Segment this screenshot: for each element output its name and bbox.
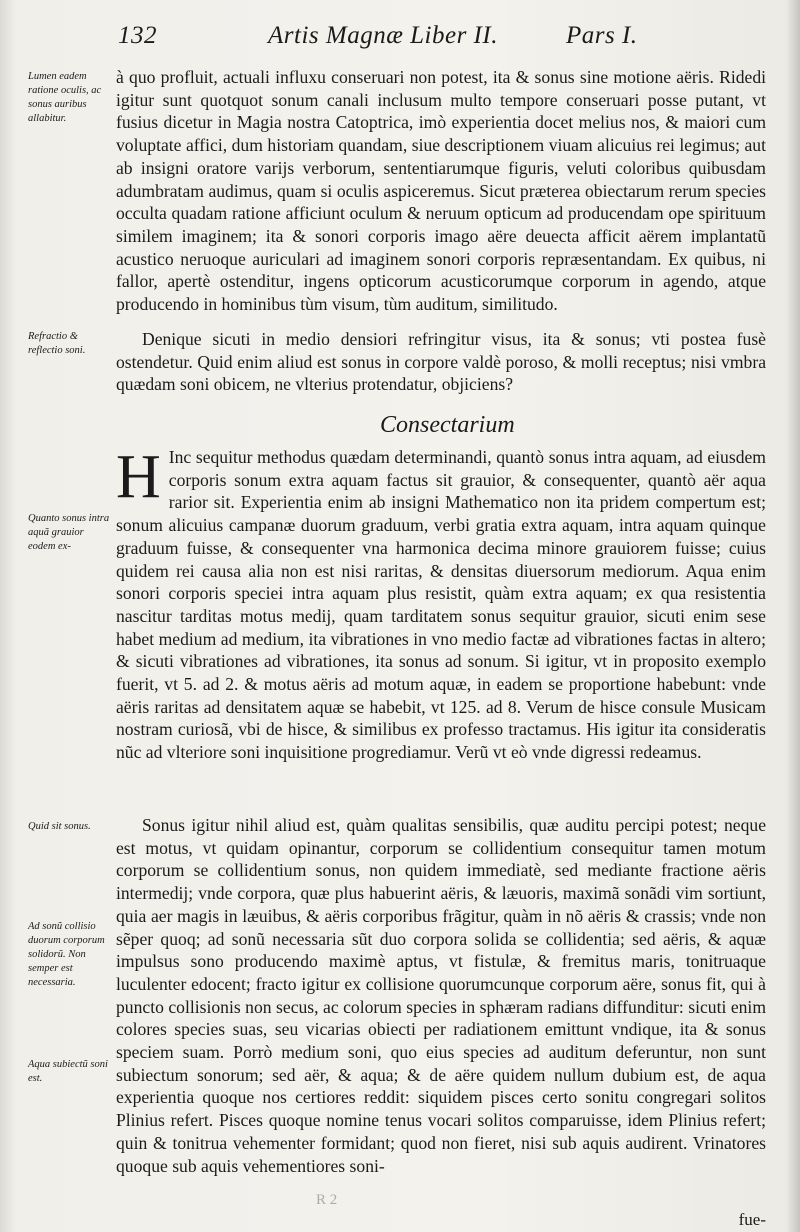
paragraph-3 [116,443,766,764]
running-head: Artis Magnæ Liber II. [268,22,498,49]
catchword: fue- [738,1210,766,1229]
paragraph-3-text: Inc sequitur methodus quædam determinandi, quantò sonus intra aquam, ad eiusdem corporis sonum extra aquam factus sit grauior, & consequenter, quantò aër aqua rarior sit. Experientia enim ab insigni Mathematico non ita pridem compertum est; sonum alicuius campanæ duorum graduum, verbi gratia extra aquam, intra aquam quinque graduum fuisse, & consequenter vna harmonica decima minore grauiorem fuisse; cuius quidem rei causa alia non est nisi raritas, & densitas diuersorum mediorum. Aqua enim sonori corporis speciei intra aquam plus resistit, quàm extra aquam; ex qua resistentia nascitur tarditas motus medij, quam tarditatem sonus sequitur grauior, sicuti enim sese habet medium ad medium, ita vibrationes in vno medio factæ ad vibrationes factas in altero; & sicuti vibrationes ad vibrationes, ita sonus ad sonum. Si igitur, vt in proposito exemplo fuerit, vt 5. ad 2. & motus aëris ad motum aquæ, in eadem se proportione habebunt: vnde aëris raritas ad densitatem aquæ se habebit, vt 125. ad 8. Verum de hisce consule Musicam nostram curiosã, vbi de hisce, & similibus ex professo tractamus. His igitur ita consideratis nũc ad vlteriore soni inquisitione progrediamur. Verũ vt eò vnde digressi redeamus. [116,447,766,763]
margin-note-refractio: Refractio & reflectio soni. [28,331,86,356]
section-heading: Consectarium [380,412,515,438]
page-number: 132 [118,22,157,49]
page-edge-shadow [786,0,800,1232]
margin-note-lumen: Lumen eadem ratione oculis, ac sonus auribus allabitur. [28,71,102,124]
paragraph-4: Sonus igitur nihil aliud est, quàm qualitas sensibilis, quæ auditu percipi potest; neque est motus, vt quidam opinantur, corporum se collidentium consequitur tamen motum corporum se collidentium sonus, non quidem immediatè, sed mediante fractione aëris intermedij; vnde corpora, quæ plus habuerint aëris, & læuoris, maximã sonãdi vim sortiunt, quia aer magis in læuibus, & aëris corporibus frãgitur, quàm in nõ aëris & crassis; vnde non sẽper quoq; ad sonũ necessaria sũt duo corpora solida se collidentia; sed aëris, & aquæ impulsus sono producendo maximè aptus, vt fistulæ, & fremitus maris, tonitruaque luculenter edocent; fracto igitur ex collisione quorumcunque corporum aëre, sonus fit, qui à puncto collisionis non secus, ac colorum species in sphæram radians diffunditur: sicuti enim colores species suas, seu vicarias obiecti per radiationem emittunt vndique, ita & sonus speciem suam. Porrò medium soni, quo eius species ad auditum deferuntur, non sunt subiectum sonorum; sed aër, & aqua; & de aëre quidem nullum dubium est, de aqua experientia quoque nos certiores reddit: siquidem pisces certo sonitu congregari solitos Plinius refert. Pisces quoque nomine tenus vocari solitos comparuisse, idem Plinius refert; quin & tonitrua vehementer formidant; quod non fieret, nisi sub aquis audirent. Vrinatores quoque sub aquis vehementiores soni- [116,815,766,1176]
margin-note-quid-sit-sonus: Quid sit sonus. [28,821,91,832]
margin-note-aqua: Aqua subiectũ soni est. [28,1059,108,1084]
page-footer [116,1192,766,1232]
page-header [118,18,768,54]
margin-note-quanto-sonus: Quanto sonus intra aquã grauior eodem ex- [28,513,110,552]
paragraph-1: à quo profluit, actuali influxu conseruari non potest, ita & sonus sine motione aëris. Ridedi igitur sunt quotquot sonum canali inclusum multo tempore conseruari posse putant, vt fusius dicetur in Magia nostra Catoptrica, imò experientia docet melius nos, & maiori cum voluptate affici, dum historiam quandam, siue descriptionem viuam alicuius rei legimus; aut ab insigni oratore varijs verborum, sententiarumque figuris, veluti coloribus quibusdam adumbratam audimus, quam si oculis aspiceremus. Sicut præterea obiectarum rerum species occulta quadam ratione afficiunt oculum & neruum opticum ad producendam ope spirituum similem imaginem; ita & sonori corporis imago aëre deuecta afficit aërem implantatũ acustico neruoque auriculari ad imaginem sonori corporis repræsentandam. Ex quibus, ni fallor, apertè ostenditur, ingens opticorum acusticorumque corporum in agendo, atque producendo in hominibus tùm visum, tùm auditum, similitudo. [116,67,766,315]
part-label: Pars I. [566,22,638,49]
paragraph-2: Denique sicuti in medio densiori refringitur visus, ita & sonus; vti postea fusè ostendetur. Quid enim aliud est sonus in corpore valdè poroso, & molli receptus; nisi vmbra quædam soni obicem, ne vlterius protendatur, objiciens? [116,329,766,395]
signature-mark: R 2 [316,1192,338,1208]
drop-cap: H [116,443,161,511]
margin-note-collisio: Ad sonũ collisio duorum corporum solidorũ. Non semper est necessaria. [28,921,105,988]
